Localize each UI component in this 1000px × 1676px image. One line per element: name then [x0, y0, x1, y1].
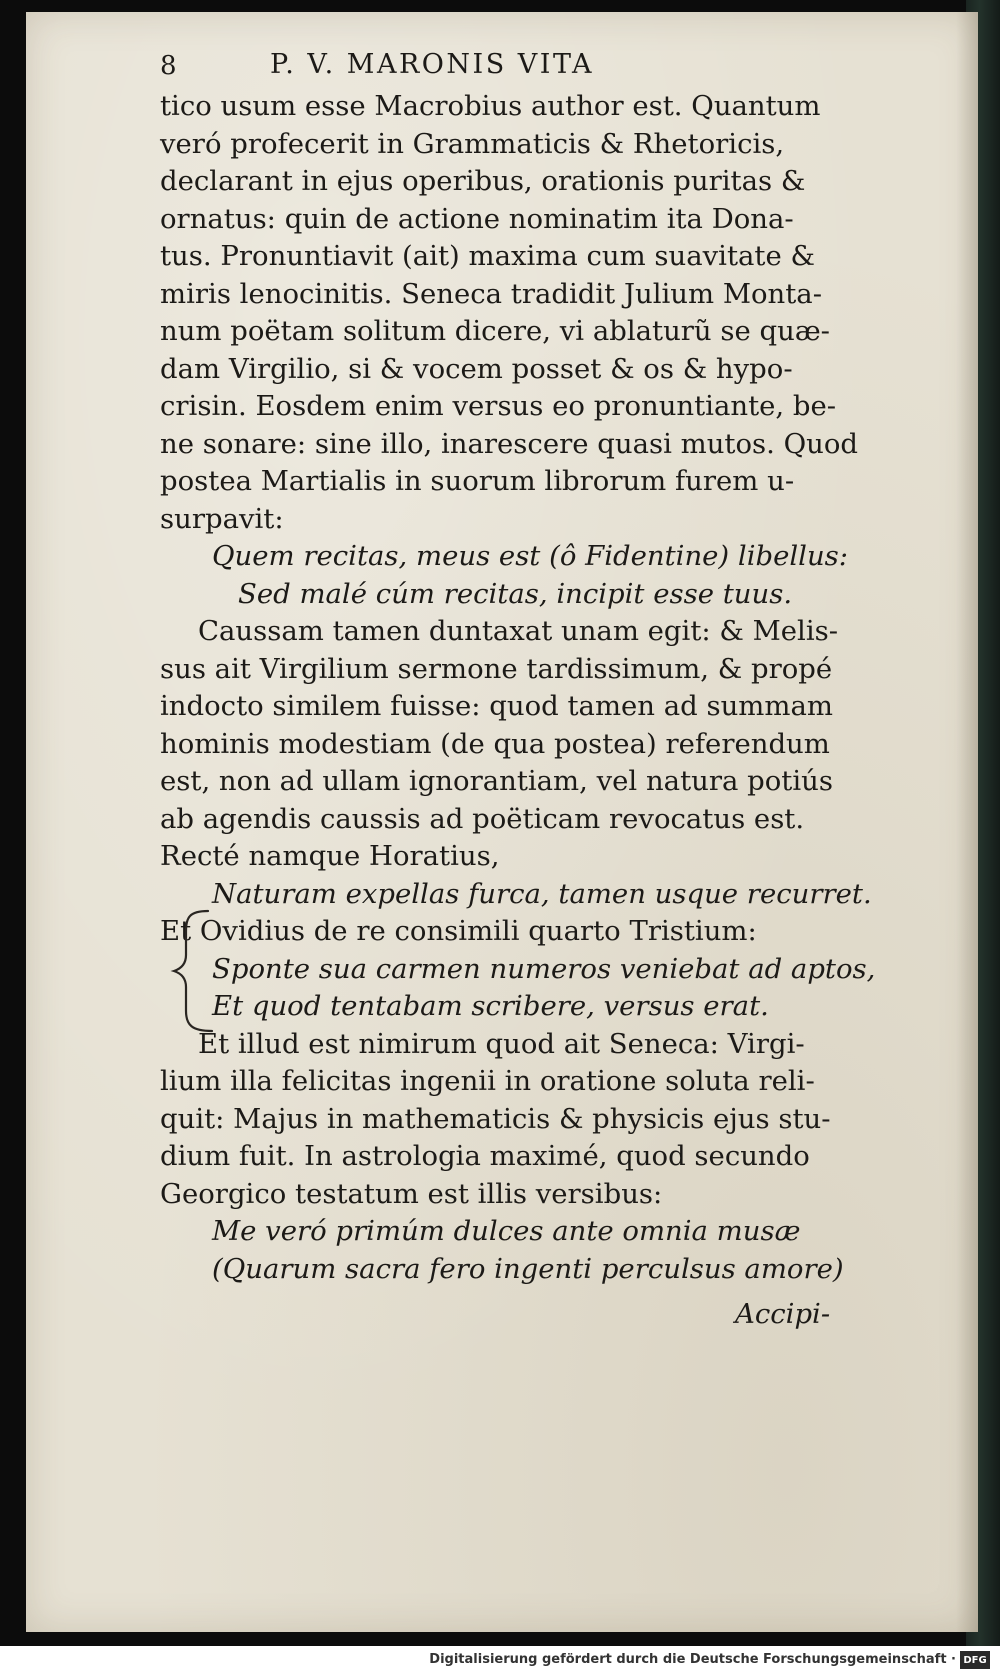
handwritten-bracket-mark — [160, 907, 220, 1037]
verse-line: Sed malé cúm recitas, incipit esse tuus. — [238, 577, 793, 610]
page-header — [160, 46, 720, 86]
text-line: Georgico testatum est illis versibus: — [160, 1177, 663, 1210]
body-text — [160, 88, 920, 1288]
text-line: quit: Majus in mathematicis & physicis ejus stu- — [160, 1102, 831, 1135]
text-line: crisin. Eosdem enim versus eo pronuntiante, be- — [160, 390, 837, 422]
text-line: declarant in ejus operibus, orationis puritas & — [160, 165, 806, 197]
text-line: dam Virgilio, si & vocem posset & os & hypo- — [160, 352, 793, 385]
funding-credit: Digitalisierung gefördert durch die Deutsche Forschungsgemeinschaft · — [429, 1652, 956, 1667]
catchword: Accipi- — [735, 1298, 831, 1330]
dfg-logo: DFG — [960, 1651, 990, 1669]
verse-line: Quem recitas, meus est (ô Fidentine) libellus: — [212, 540, 849, 572]
text-line: tico usum esse Macrobius author est. Quantum — [160, 90, 821, 122]
text-line: ab agendis caussis ad poëticam revocatus est. — [160, 802, 805, 835]
text-line: veró profecerit in Grammaticis & Rhetoricis, — [160, 127, 785, 160]
running-title: P. V. MARONIS VITA — [270, 49, 594, 80]
verse-line: Naturam expellas furca, tamen usque recurret. — [212, 877, 872, 910]
text-line: surpavit: — [160, 502, 284, 535]
text-line: Recté namque Horatius, — [160, 840, 500, 872]
text-line: hominis modestiam (de qua postea) referendum — [160, 727, 830, 760]
page-gutter-shadow — [956, 12, 978, 1632]
text-line: sus ait Virgilium sermone tardissimum, & propé — [160, 652, 833, 685]
text-line: postea Martialis in suorum librorum furem u- — [160, 465, 795, 497]
text-line: Et illud est nimirum quod ait Seneca: Virgi- — [198, 1027, 805, 1060]
text-line: ne sonare: sine illo, inarescere quasi mutos. Quod — [160, 427, 859, 460]
verse-line: Et quod tentabam scribere, versus erat. — [212, 990, 769, 1022]
text-line: ornatus: quin de actione nominatim ita Dona- — [160, 202, 794, 235]
page-number: 8 — [160, 51, 177, 81]
verse-line: (Quarum sacra fero ingenti perculsus amore) — [212, 1252, 844, 1285]
verse-line: Me veró primúm dulces ante omnia musæ — [212, 1215, 801, 1247]
text-line: tus. Pronuntiavit (ait) maxima cum suavitate & — [160, 240, 815, 272]
text-line: miris lenocinitis. Seneca tradidit Julium Monta- — [160, 277, 822, 310]
text-line: dium fuit. In astrologia maximé, quod secundo — [160, 1140, 810, 1172]
text-line: lium illa felicitas ingenii in oratione soluta reli- — [160, 1065, 815, 1097]
text-line: Caussam tamen duntaxat unam egit: & Melis- — [198, 615, 839, 647]
verse-line: Sponte sua carmen numeros veniebat ad aptos, — [212, 952, 876, 985]
text-line: num poëtam solitum dicere, vi ablaturũ se quæ- — [160, 315, 830, 347]
footer-bar — [0, 1646, 1000, 1676]
text-line: est, non ad ullam ignorantiam, vel natura potiús — [160, 765, 833, 797]
text-line: indocto similem fuisse: quod tamen ad summam — [160, 690, 833, 722]
text-line: Et Ovidius de re consimili quarto Tristium: — [160, 915, 757, 947]
